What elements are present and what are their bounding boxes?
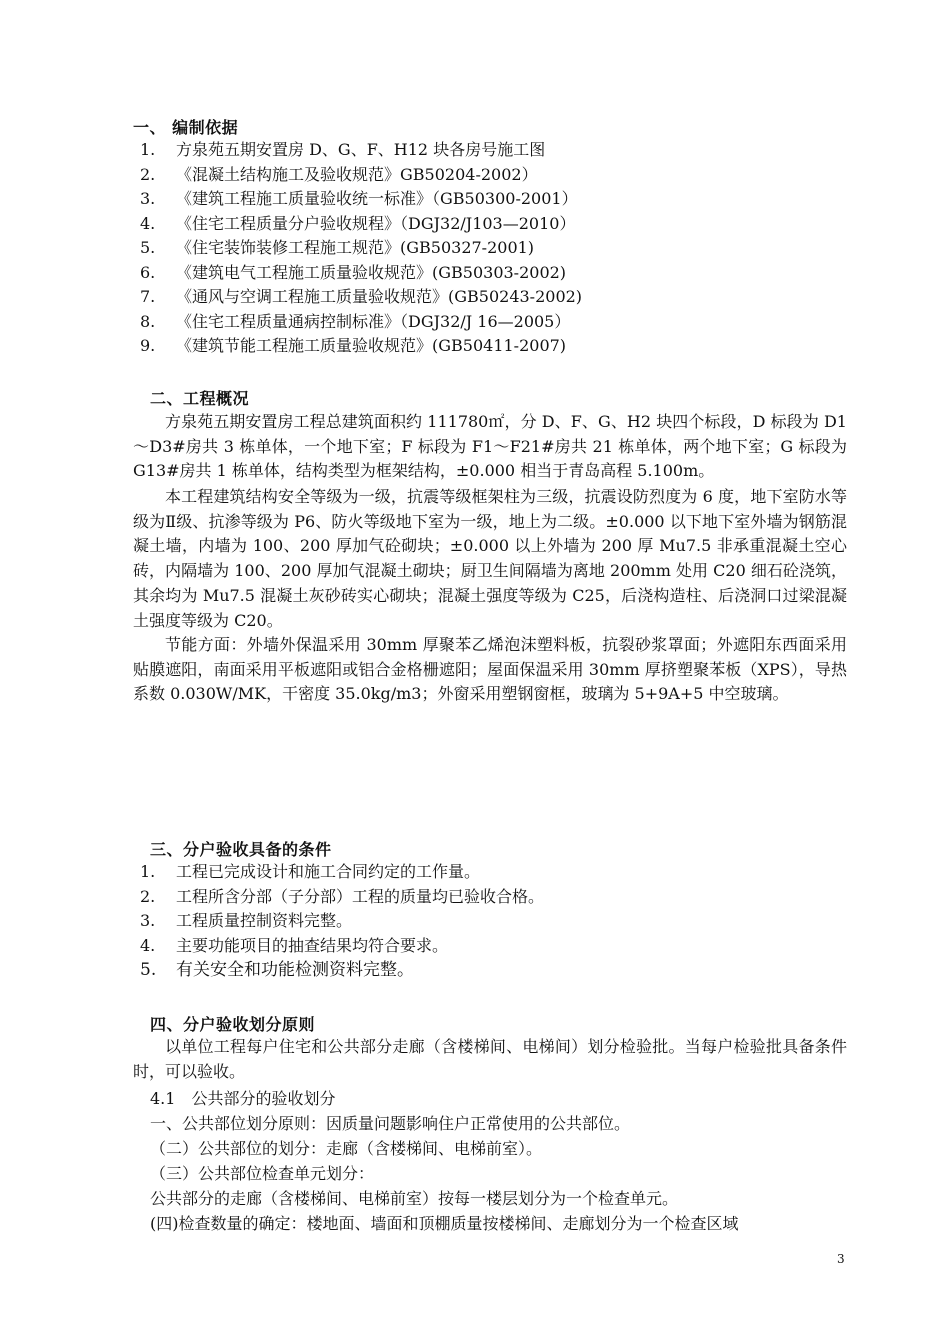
section4-line-1: 一、公共部位划分原则：因质量问题影响住户正常使用的公共部位。 bbox=[150, 1114, 631, 1133]
section1-heading: 一、 编制依据 bbox=[133, 118, 239, 137]
list-item: 5. 《住宅装饰装修工程施工规范》(GB50327-2001) bbox=[140, 238, 535, 257]
section2-paragraph-1: 方泉苑五期安置房工程总建筑面积约 111780㎡，分 D、F、G、H2 块四个标段，D 标段为 D1～D3#房共 3 栋单体，一个地下室；F 标段为 F1～F21#房共 21 栋单体，两个地下室；G 标段为 G13#房共 1 栋单体，结构类型为框架结构，±0.000 相当于青岛高程 5.100m。 bbox=[133, 412, 847, 481]
section2-heading: 二、工程概况 bbox=[150, 389, 250, 408]
section4-paragraph-1: 以单位工程每户住宅和公共部分走廊（含楼梯间、电梯间）划分检验批。当每户检验批具备条件时，可以验收。 bbox=[133, 1037, 847, 1081]
section2-paragraph-3: 节能方面：外墙外保温采用 30mm 厚聚苯乙烯泡沫塑料板，抗裂砂浆罩面；外遮阳东西面采用贴膜遮阳，南面采用平板遮阳或铝合金格栅遮阳；屋面保温采用 30mm 厚挤塑聚苯板（XPS），导热系数 0.030W/MK，干密度 35.0kg/m3；外窗采用塑钢窗框，玻璃为 5+9A+5 中空玻璃。 bbox=[133, 635, 847, 704]
page-number: 3 bbox=[837, 1252, 845, 1266]
list-item: 3. 工程质量控制资料完整。 bbox=[140, 911, 353, 930]
section3-heading: 三、分户验收具备的条件 bbox=[150, 840, 332, 859]
list-item: 2. 《混凝土结构施工及验收规范》GB50204-2002） bbox=[140, 164, 538, 184]
list-item: 4. 《住宅工程质量分户验收规程》（DGJ32/J103—2010） bbox=[140, 213, 576, 233]
list-item: 6. 《建筑电气工程施工质量验收规范》(GB50303-2002) bbox=[140, 262, 567, 282]
list-item: 1. 工程已完成设计和施工合同约定的工作量。 bbox=[140, 862, 481, 881]
list-item: 8. 《住宅工程质量通病控制标准》（DGJ32/J 16—2005） bbox=[140, 311, 571, 331]
list-item: 5. 有关安全和功能检测资料完整。 bbox=[140, 960, 414, 980]
section4-line-3: （三）公共部位检查单元划分： bbox=[150, 1164, 375, 1183]
section4-line-4: 公共部分的走廊（含楼梯间、电梯前室）按每一楼层划分为一个检查单元。 bbox=[150, 1189, 679, 1208]
section4-line-2: （二）公共部位的划分：走廊（含楼梯间、电梯前室）。 bbox=[150, 1139, 543, 1158]
list-item: 3. 《建筑工程施工质量验收统一标准》（GB50300-2001） bbox=[140, 189, 578, 208]
section4-line-5: (四)检查数量的确定：楼地面、墙面和顶棚质量按楼梯间、走廊划分为一个检查区域 bbox=[150, 1214, 739, 1233]
section2-paragraph-2: 本工程建筑结构安全等级为一级，抗震等级框架柱为三级，抗震设防烈度为 6 度，地下室防水等级为Ⅱ级、抗渗等级为 P6、防火等级地下室为一级，地上为二级。±0.000 以下地下室外墙为钢筋混凝土墙，内墙为 100、200 厚加气砼砌块；±0.000 以上外墙为 200 厚 Mu7.5 非承重混凝土空心砖，内隔墙为 100、200 厚加气混凝土砌块；厨卫生间隔墙为离地 200mm 处用 C20 细石砼浇筑，其余均为 Mu7.5 混凝土灰砂砖实心砌块；混凝土强度等级为 C25，后浇构造柱、后浇洞口过梁混凝土强度等级为 C20。 bbox=[133, 487, 847, 630]
section4-subheading: 4.1 公共部分的验收划分 bbox=[150, 1089, 336, 1108]
list-item: 9. 《建筑节能工程施工质量验收规范》(GB50411-2007) bbox=[140, 336, 567, 355]
list-item: 1. 方泉苑五期安置房 D、G、F、H12 块各房号施工图 bbox=[140, 140, 546, 159]
list-item: 2. 工程所含分部（子分部）工程的质量均已验收合格。 bbox=[140, 886, 545, 906]
section3-list bbox=[140, 860, 544, 983]
list-item: 4. 主要功能项目的抽查结果均符合要求。 bbox=[140, 935, 449, 955]
section4-heading: 四、分户验收划分原则 bbox=[150, 1015, 316, 1034]
section1-list bbox=[140, 138, 582, 359]
list-item: 7. 《通风与空调工程施工质量验收规范》(GB50243-2002) bbox=[140, 287, 583, 306]
